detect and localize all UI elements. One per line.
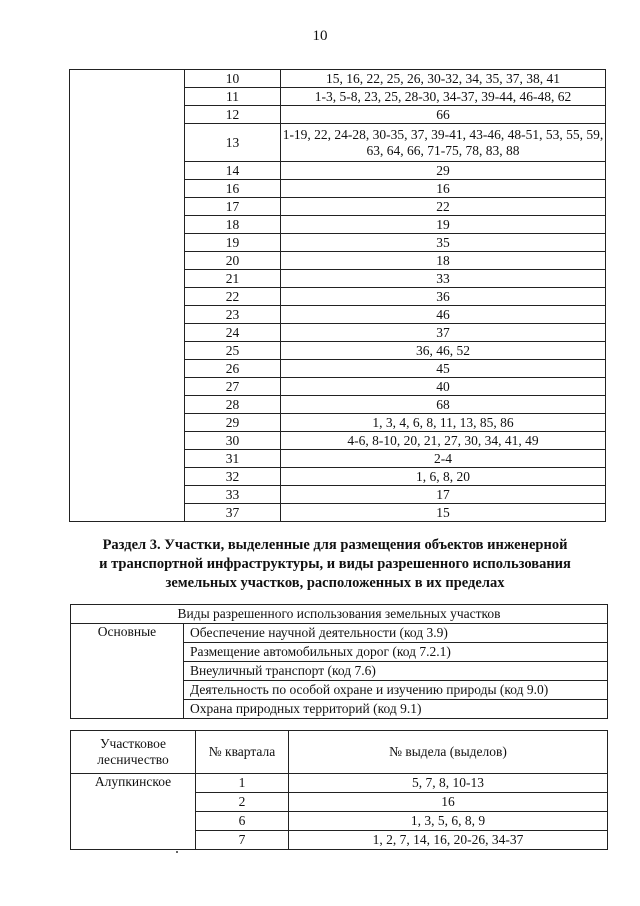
quarter-cell: 2: [196, 793, 289, 812]
quarter-cell: 26: [185, 360, 281, 378]
plots-cell: 66: [281, 106, 606, 124]
main-uses-label: Основные: [71, 624, 184, 719]
header-quarter: № квартала: [196, 731, 289, 774]
plots-cell: 37: [281, 324, 606, 342]
plots-cell: 16: [281, 180, 606, 198]
quarter-cell: 30: [185, 432, 281, 450]
quarter-cell: 10: [185, 70, 281, 88]
stray-mark: [176, 851, 178, 853]
quarter-cell: 33: [185, 486, 281, 504]
permitted-use-header: Виды разрешенного использования земельных участков: [71, 605, 608, 624]
plots-cell: 1, 6, 8, 20: [281, 468, 606, 486]
forestry-plots-table: [70, 730, 608, 850]
plots-cell: 15, 16, 22, 25, 26, 30-32, 34, 35, 37, 38, 41: [281, 70, 606, 88]
section-title-line-2: и транспортной инфраструктуры, и виды разрешенного использования: [99, 556, 571, 573]
plots-cell: 15: [281, 504, 606, 522]
permitted-use-item: Охрана природных территорий (код 9.1): [184, 700, 608, 719]
quarter-cell: 18: [185, 216, 281, 234]
forestry-cell-continued: [70, 70, 185, 522]
quarter-cell: 37: [185, 504, 281, 522]
page-number: 10: [312, 28, 328, 44]
quarter-cell: 28: [185, 396, 281, 414]
plots-cell: 1, 3, 5, 6, 8, 9: [289, 812, 608, 831]
plots-cell: 36, 46, 52: [281, 342, 606, 360]
quarter-cell: 32: [185, 468, 281, 486]
plots-cell: 1, 3, 4, 6, 8, 11, 13, 85, 86: [281, 414, 606, 432]
quarter-cell: 12: [185, 106, 281, 124]
permitted-use-table: [70, 604, 608, 719]
quarter-cell: 23: [185, 306, 281, 324]
plots-cell: 16: [289, 793, 608, 812]
quarter-cell: 27: [185, 378, 281, 396]
section-3-title: [70, 536, 600, 593]
plots-cell: 4-6, 8-10, 20, 21, 27, 30, 34, 41, 49: [281, 432, 606, 450]
quarter-cell: 17: [185, 198, 281, 216]
plots-cell: 19: [281, 216, 606, 234]
plots-cell: 1-3, 5-8, 23, 25, 28-30, 34-37, 39-44, 46-48, 62: [281, 88, 606, 106]
plots-cell: 29: [281, 162, 606, 180]
plots-cell: 35: [281, 234, 606, 252]
quarter-cell: 14: [185, 162, 281, 180]
forestry-name: Алупкинское: [71, 774, 196, 850]
plots-cell: 40: [281, 378, 606, 396]
plots-cell: 33: [281, 270, 606, 288]
quarter-cell: 6: [196, 812, 289, 831]
quarter-cell: 7: [196, 831, 289, 850]
permitted-use-item: Внеуличный транспорт (код 7.6): [184, 662, 608, 681]
plots-cell: 46: [281, 306, 606, 324]
quarter-cell: 16: [185, 180, 281, 198]
plots-table-continued: [69, 69, 606, 522]
quarter-cell: 29: [185, 414, 281, 432]
table-row: [70, 70, 606, 88]
quarter-cell: 22: [185, 288, 281, 306]
plots-cell: 18: [281, 252, 606, 270]
header-forestry: Участковое лесничество: [71, 731, 196, 774]
section-title-line-3: земельных участков, расположенных в их пределах: [165, 575, 505, 592]
plots-cell: 5, 7, 8, 10-13: [289, 774, 608, 793]
header-plots: № выдела (выделов): [289, 731, 608, 774]
quarter-cell: 21: [185, 270, 281, 288]
plots-cell: 45: [281, 360, 606, 378]
plots-cell: 36: [281, 288, 606, 306]
plots-cell: 17: [281, 486, 606, 504]
plots-cell: 1-19, 22, 24-28, 30-35, 37, 39-41, 43-46, 48-51, 53, 55, 59, 63, 64, 66, 71-75, 78, 83, 88: [281, 124, 606, 162]
permitted-use-item: Деятельность по особой охране и изучению природы (код 9.0): [184, 681, 608, 700]
section-title-line-1: Раздел 3. Участки, выделенные для размещения объектов инженерной: [102, 537, 568, 553]
quarter-cell: 19: [185, 234, 281, 252]
plots-cell: 68: [281, 396, 606, 414]
quarter-cell: 25: [185, 342, 281, 360]
quarter-cell: 1: [196, 774, 289, 793]
quarter-cell: 11: [185, 88, 281, 106]
quarter-cell: 31: [185, 450, 281, 468]
plots-cell: 1, 2, 7, 14, 16, 20-26, 34-37: [289, 831, 608, 850]
permitted-use-item: Обеспечение научной деятельности (код 3.9): [184, 624, 608, 643]
plots-cell: 22: [281, 198, 606, 216]
quarter-cell: 24: [185, 324, 281, 342]
quarter-cell: 13: [185, 124, 281, 162]
permitted-use-item: Размещение автомобильных дорог (код 7.2.1): [184, 643, 608, 662]
plots-cell: 2-4: [281, 450, 606, 468]
quarter-cell: 20: [185, 252, 281, 270]
